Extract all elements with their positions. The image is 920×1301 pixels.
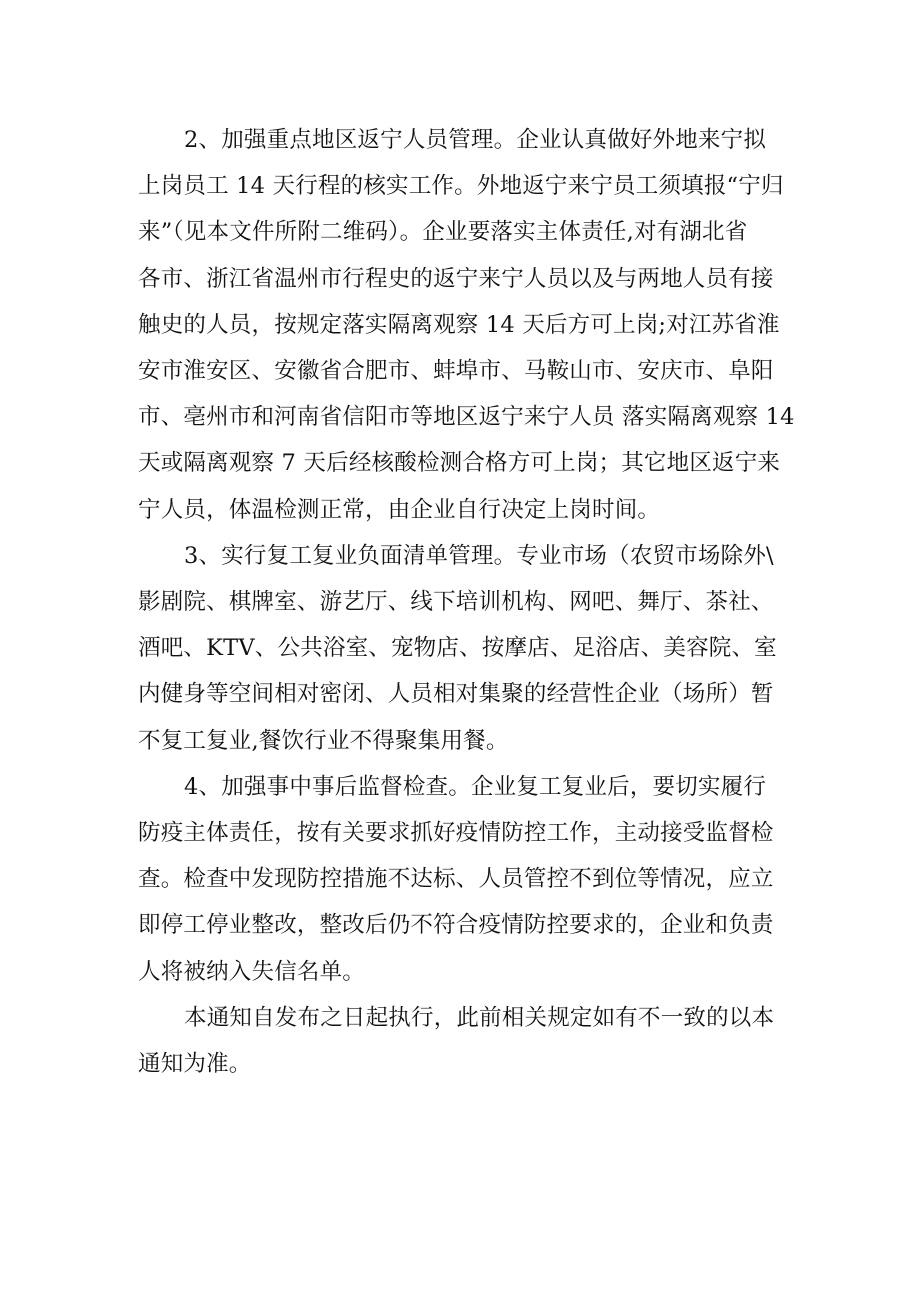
text-line: 即停工停业整改，整改后仍不符合疫情防控要求的，企业和负责 (138, 912, 774, 939)
text-line: 各市、浙江省温州市行程史的返宁来宁人员以及与两地人员有接 (138, 265, 774, 292)
text-line: 酒吧、KTV、公共浴室、宠物店、按摩店、足浴店、美容院、室 (138, 635, 777, 662)
text-line: 上岗员工 14 天行程的核实工作。外地返宁来宁员工须填报“宁归 (138, 173, 784, 200)
text-line: 内健身等空间相对密闭、人员相对集聚的经营性企业（场所）暂 (138, 681, 774, 708)
text-line: 触史的人员，按规定落实隔离观察 14 天后方可上岗;对江苏省淮 (138, 311, 780, 338)
text-line: 宁人员，体温检测正常，由企业自行决定上岗时间。 (138, 496, 661, 523)
text-line: 3、实行复工复业负面清单管理。专业市场（农贸市场除外\ (184, 542, 774, 569)
text-line: 不复工复业,餐饮行业不得聚集用餐。 (138, 727, 509, 754)
text-line: 来”（见本文件所附二维码）。企业要落实主体责任,对有湖北省 (138, 219, 748, 246)
text-line: 市、亳州市和河南省信阳市等地区返宁来宁人员 落实隔离观察 14 (138, 404, 795, 431)
text-line: 影剧院、棋牌室、游艺厅、线下培训机构、网吧、舞厅、茶社、 (138, 589, 774, 616)
text-line: 天或隔离观察 7 天后经核酸检测合格方可上岗；其它地区返宁来 (138, 450, 781, 477)
paragraph-supervision (138, 764, 798, 995)
text-line: 人将被纳入失信名单。 (138, 958, 366, 985)
text-line: 4、加强事中事后监督检查。企业复工复业后，要切实履行 (184, 773, 767, 800)
text-line: 2、加强重点地区返宁人员管理。企业认真做好外地来宁拟 (184, 127, 767, 153)
text-line: 安市淮安区、安徽省合肥市、蚌埠市、马鞍山市、安庆市、阜阳 (138, 358, 774, 385)
paragraph-returnee-management (138, 117, 798, 533)
text-line: 防疫主体责任，按有关要求抓好疫情防控工作，主动接受监督检 (138, 820, 774, 847)
text-line: 本通知自发布之日起执行，此前相关规定如有不一致的以本 (184, 1004, 775, 1031)
text-line: 查。检查中发现防控措施不达标、人员管控不到位等情况，应立 (138, 866, 774, 893)
paragraph-effective-date (138, 995, 798, 1087)
text-line: 通知为准。 (138, 1051, 252, 1078)
document-body (138, 117, 798, 1087)
paragraph-negative-list (138, 533, 798, 764)
